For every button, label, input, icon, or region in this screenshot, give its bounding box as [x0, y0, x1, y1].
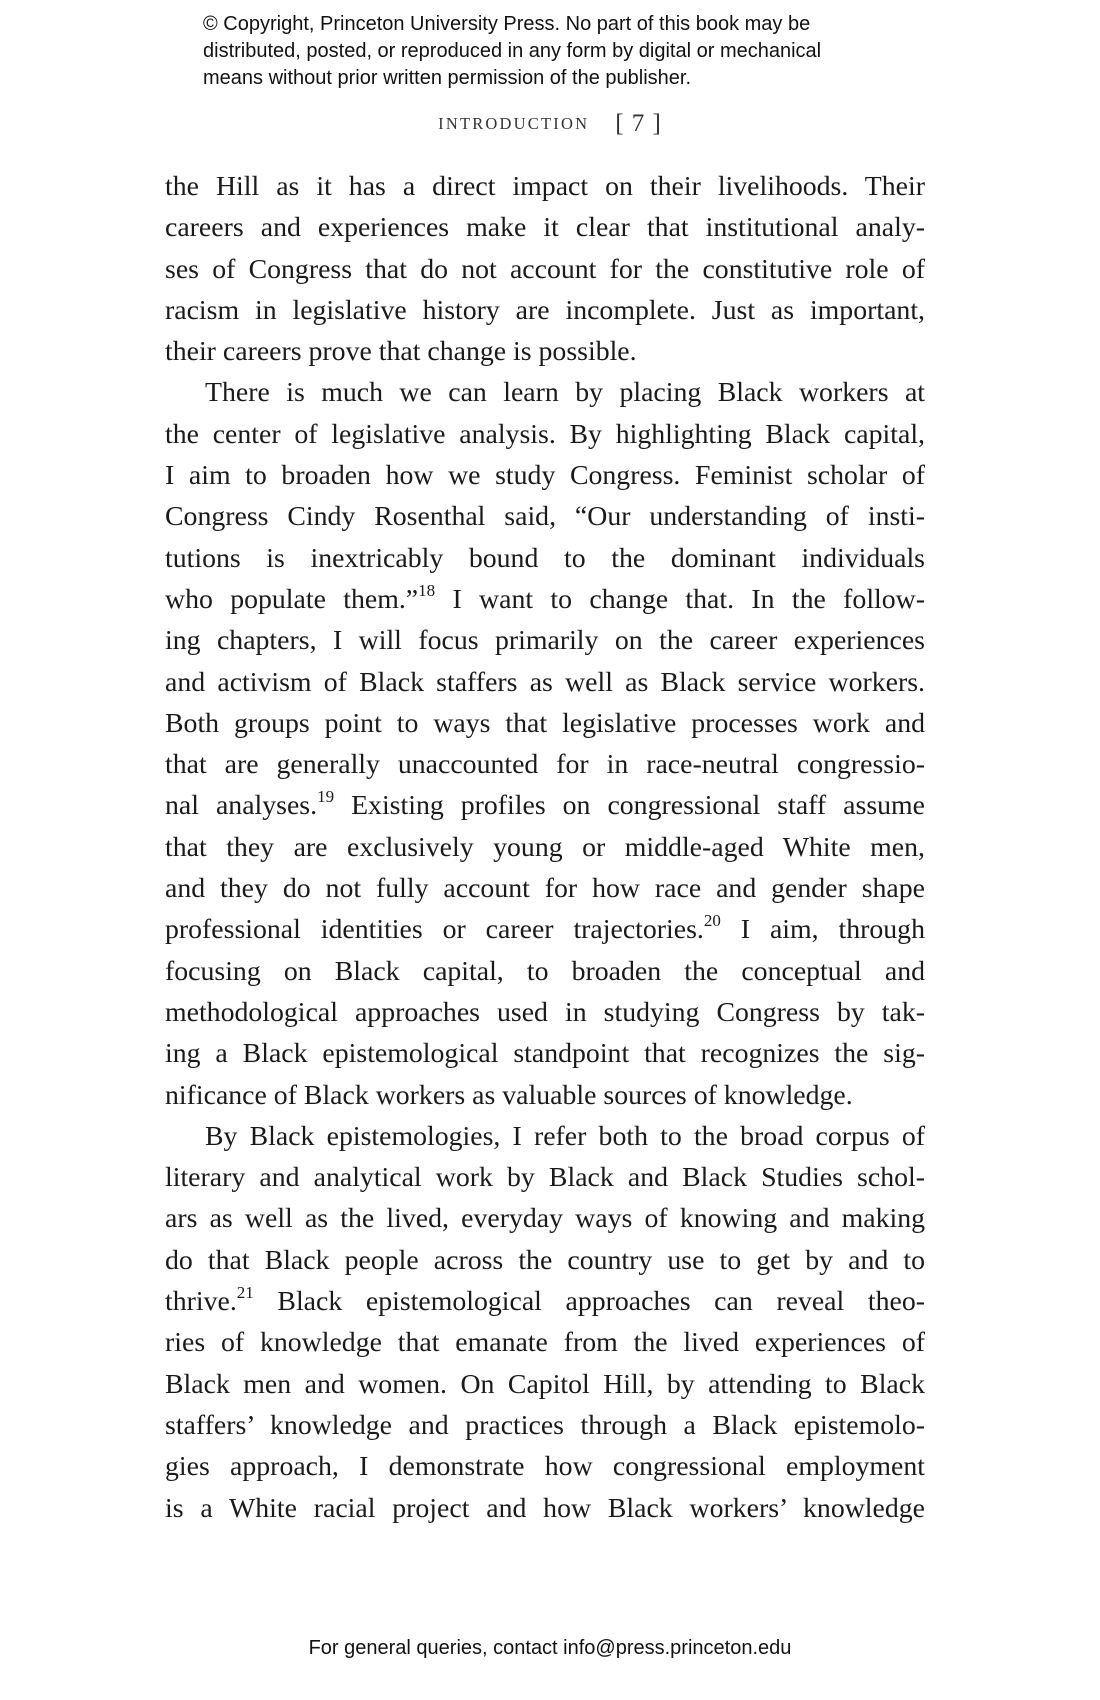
text-line: Both groups point to ways that legislative processes work and	[165, 707, 925, 739]
text-line: ries of knowledge that emanate from the lived experiences of	[165, 1327, 925, 1359]
text-line: By Black epistemologies, I refer both to the broad corpus of	[205, 1120, 925, 1152]
text-line: focusing on Black capital, to broaden the conceptual and	[165, 955, 925, 987]
text-line: ars as well as the lived, everyday ways of knowing and making	[165, 1203, 925, 1235]
line-text: thrive.	[165, 1286, 237, 1318]
text-line: is a White racial project and how Black workers’ knowledge	[165, 1492, 925, 1524]
text-line: the Hill as it has a direct impact on their livelihoods. Their	[165, 171, 925, 202]
page-number: [ 7 ]	[615, 110, 662, 137]
text-line: do that Black people across the country use to get by and to	[165, 1244, 925, 1276]
text-line: methodological approaches used in studying Congress by tak-	[165, 996, 925, 1028]
footnote-ref: 19	[317, 787, 335, 807]
line-text: nal analyses.	[165, 790, 318, 822]
copyright-line: means without prior written permission of the publisher.	[203, 67, 692, 89]
line-text: professional identities or career trajectories.	[165, 914, 704, 946]
text-line: staffers’ knowledge and practices through a Black epistemolo-	[165, 1409, 925, 1441]
text-line: I aim to broaden how we study Congress. Feminist scholar of	[165, 460, 925, 492]
text-line: that they are exclusively young or middle-aged White men,	[165, 831, 925, 863]
text-line: ing chapters, I will focus primarily on the career experiences	[165, 625, 925, 657]
line-text: Existing profiles on congressional staff assume	[334, 790, 925, 822]
line-text: who populate them.”	[165, 583, 419, 615]
text-line: Black men and women. On Capitol Hill, by attending to Black	[165, 1368, 925, 1400]
text-line: ing a Black epistemological standpoint that recognizes the sig-	[165, 1038, 925, 1070]
line-text: I want to change that. In the follow-	[435, 583, 925, 615]
text-line: careers and experiences make it clear that institutional analy-	[165, 212, 925, 244]
text-line	[165, 579, 925, 620]
line-text: Black epistemological approaches can reveal theo-	[253, 1286, 925, 1318]
text-line	[165, 785, 925, 826]
copyright-line: © Copyright, Princeton University Press. No part of this book may be	[203, 13, 811, 35]
text-line: the center of legislative analysis. By highlighting Black capital,	[165, 418, 925, 450]
text-line: nificance of Black workers as valuable sources of knowledge.	[165, 1079, 853, 1111]
body-text	[165, 166, 925, 1529]
text-line: that are generally unaccounted for in race-neutral congressio-	[165, 749, 925, 781]
section-title: INTRODUCTION	[438, 114, 590, 133]
text-line	[165, 909, 925, 950]
running-head	[0, 110, 1100, 138]
text-line: and activism of Black staffers as well as Black service workers.	[165, 666, 925, 698]
footnote-ref: 20	[703, 911, 721, 931]
text-line: tutions is inextricably bound to the dominant individuals	[165, 542, 925, 574]
copyright-notice	[203, 11, 923, 92]
text-line: ses of Congress that do not account for the constitutive role of	[165, 253, 925, 285]
text-line: gies approach, I demonstrate how congressional employment	[165, 1451, 925, 1483]
copyright-line: distributed, posted, or reproduced in any form by digital or mechanical	[203, 40, 822, 62]
text-line: literary and analytical work by Black and Black Studies schol-	[165, 1162, 925, 1194]
text-line: their careers prove that change is possible.	[165, 336, 637, 368]
footnote-ref: 18	[418, 580, 436, 600]
text-line: racism in legislative history are incomplete. Just as important,	[165, 294, 925, 326]
footnote-ref: 21	[236, 1282, 254, 1302]
text-line	[165, 1281, 925, 1322]
line-text: I aim, through	[720, 914, 925, 946]
text-line: and they do not fully account for how race and gender shape	[165, 873, 925, 905]
footer-contact: For general queries, contact info@press.princeton.edu	[308, 1637, 792, 1659]
text-line: Congress Cindy Rosenthal said, “Our understanding of insti-	[165, 501, 925, 533]
text-line: There is much we can learn by placing Black workers at	[205, 377, 925, 409]
